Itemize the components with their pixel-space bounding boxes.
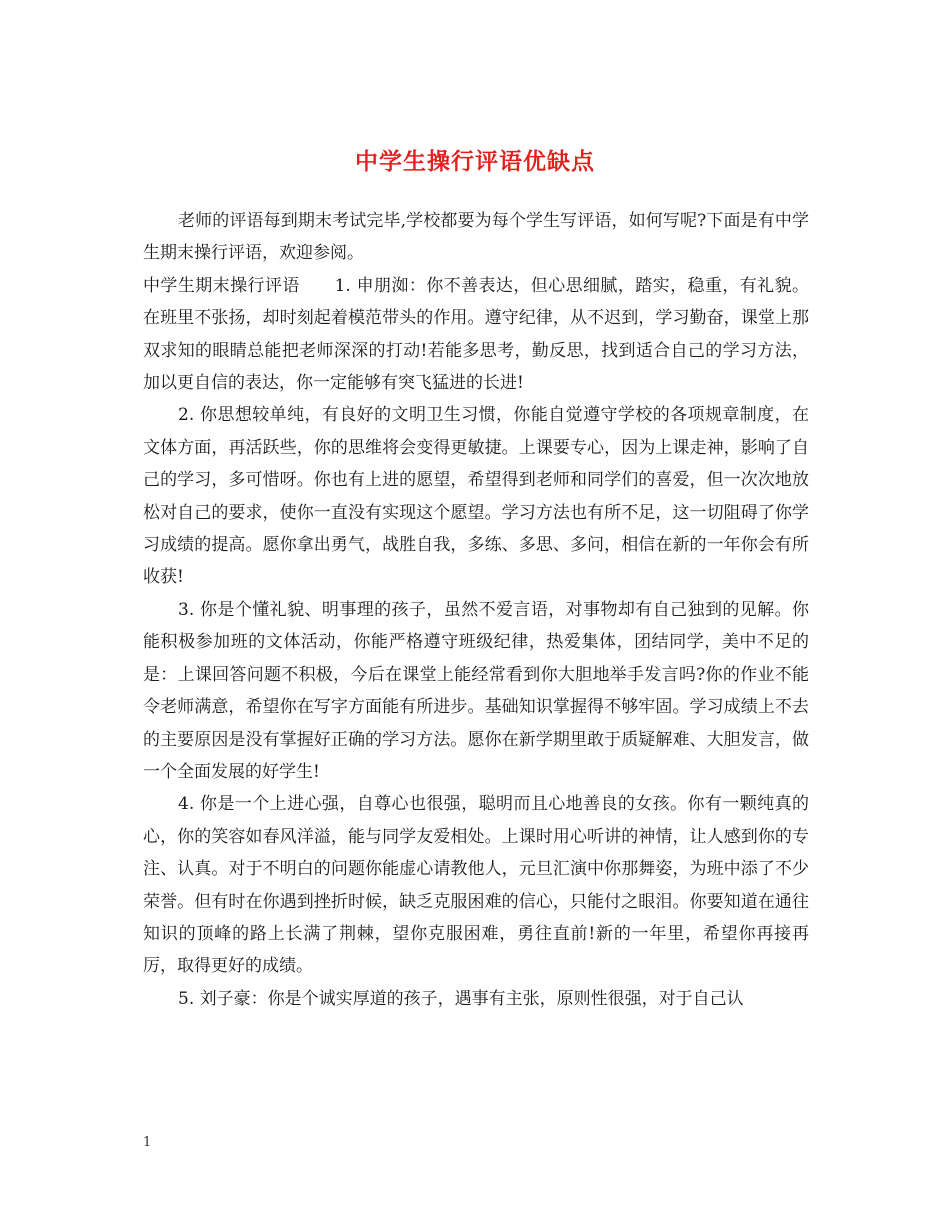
comment-paragraph-1: 中学生期末操行评语 1. 申朋洳：你不善表达，但心思细腻，踏实，稳重，有礼貌。在班里不张扬，却时刻起着模范带头的作用。遵守纪律，从不迟到，学习勤奋，课堂上那双求知的眼睛总能把老师深深的打动!若能多思考，勤反思，找到适合自己的学习方法，加以更自信的表达，你一定能够有突飞猛进的长进! xyxy=(143,275,809,394)
page-number: 1 xyxy=(143,1135,152,1150)
comment-paragraph-4: 4. 你是一个上进心强，自尊心也很强，聪明而且心地善良的女孩。你有一颗纯真的心，你的笑容如春风洋溢，能与同学友爱相处。上课时用心听讲的神情，让人感到你的专注、认真。对于不明白的问题你能虚心请教他人，元旦汇演中你那舞姿，为班中添了不少荣誉。但有时在你遇到挫折时候，缺乏克服困难的信心，只能付之眼泪。你要知道在通往知识的顶峰的路上长满了荆棘，望你克服困难，勇往直前!新的一年里，希望你再接再厉，取得更好的成绩。 xyxy=(143,794,809,977)
comment-paragraph-3: 3. 你是个懂礼貌、明事理的孩子，虽然不爱言语，对事物却有自己独到的见解。你能积极参加班的文体活动，你能严格遵守班级纪律，热爱集体，团结同学，美中不足的是：上课回答问题不积极，今后在课堂上能经常看到你大胆地举手发言吗?你的作业不能令老师满意，希望你在写字方面能有所进步。基础知识掌握得不够牢固。学习成绩上不去的主要原因是没有掌握好正确的学习方法。愿你在新学期里敢于质疑解难、大胆发言，做一个全面发展的好学生! xyxy=(143,599,809,782)
intro-paragraph: 老师的评语每到期末考试完毕,学校都要为每个学生写评语，如何写呢?下面是有中学生期末操行评语，欢迎参阅。 xyxy=(143,211,809,264)
comment-paragraph-5: 5. 刘子豪：你是个诚实厚道的孩子，遇事有主张，原则性很强，对于自己认 xyxy=(178,988,744,1009)
document-title: 中学生操行评语优缺点 xyxy=(355,148,595,176)
comment-paragraph-2: 2. 你思想较单纯，有良好的文明卫生习惯，你能自觉遵守学校的各项规章制度，在文体方面，再活跃些，你的思维将会变得更敏捷。上课要专心，因为上课走神，影响了自己的学习，多可惜呀。你也有上进的愿望，希望得到老师和同学们的喜爱，但一次次地放松对自己的要求，使你一直没有实现这个愿望。学习方法也有所不足，这一切阻碍了你学习成绩的提高。愿你拿出勇气，战胜自我，多练、多思、多问，相信在新的一年你会有所收获! xyxy=(143,405,809,588)
document-body xyxy=(143,205,809,1015)
